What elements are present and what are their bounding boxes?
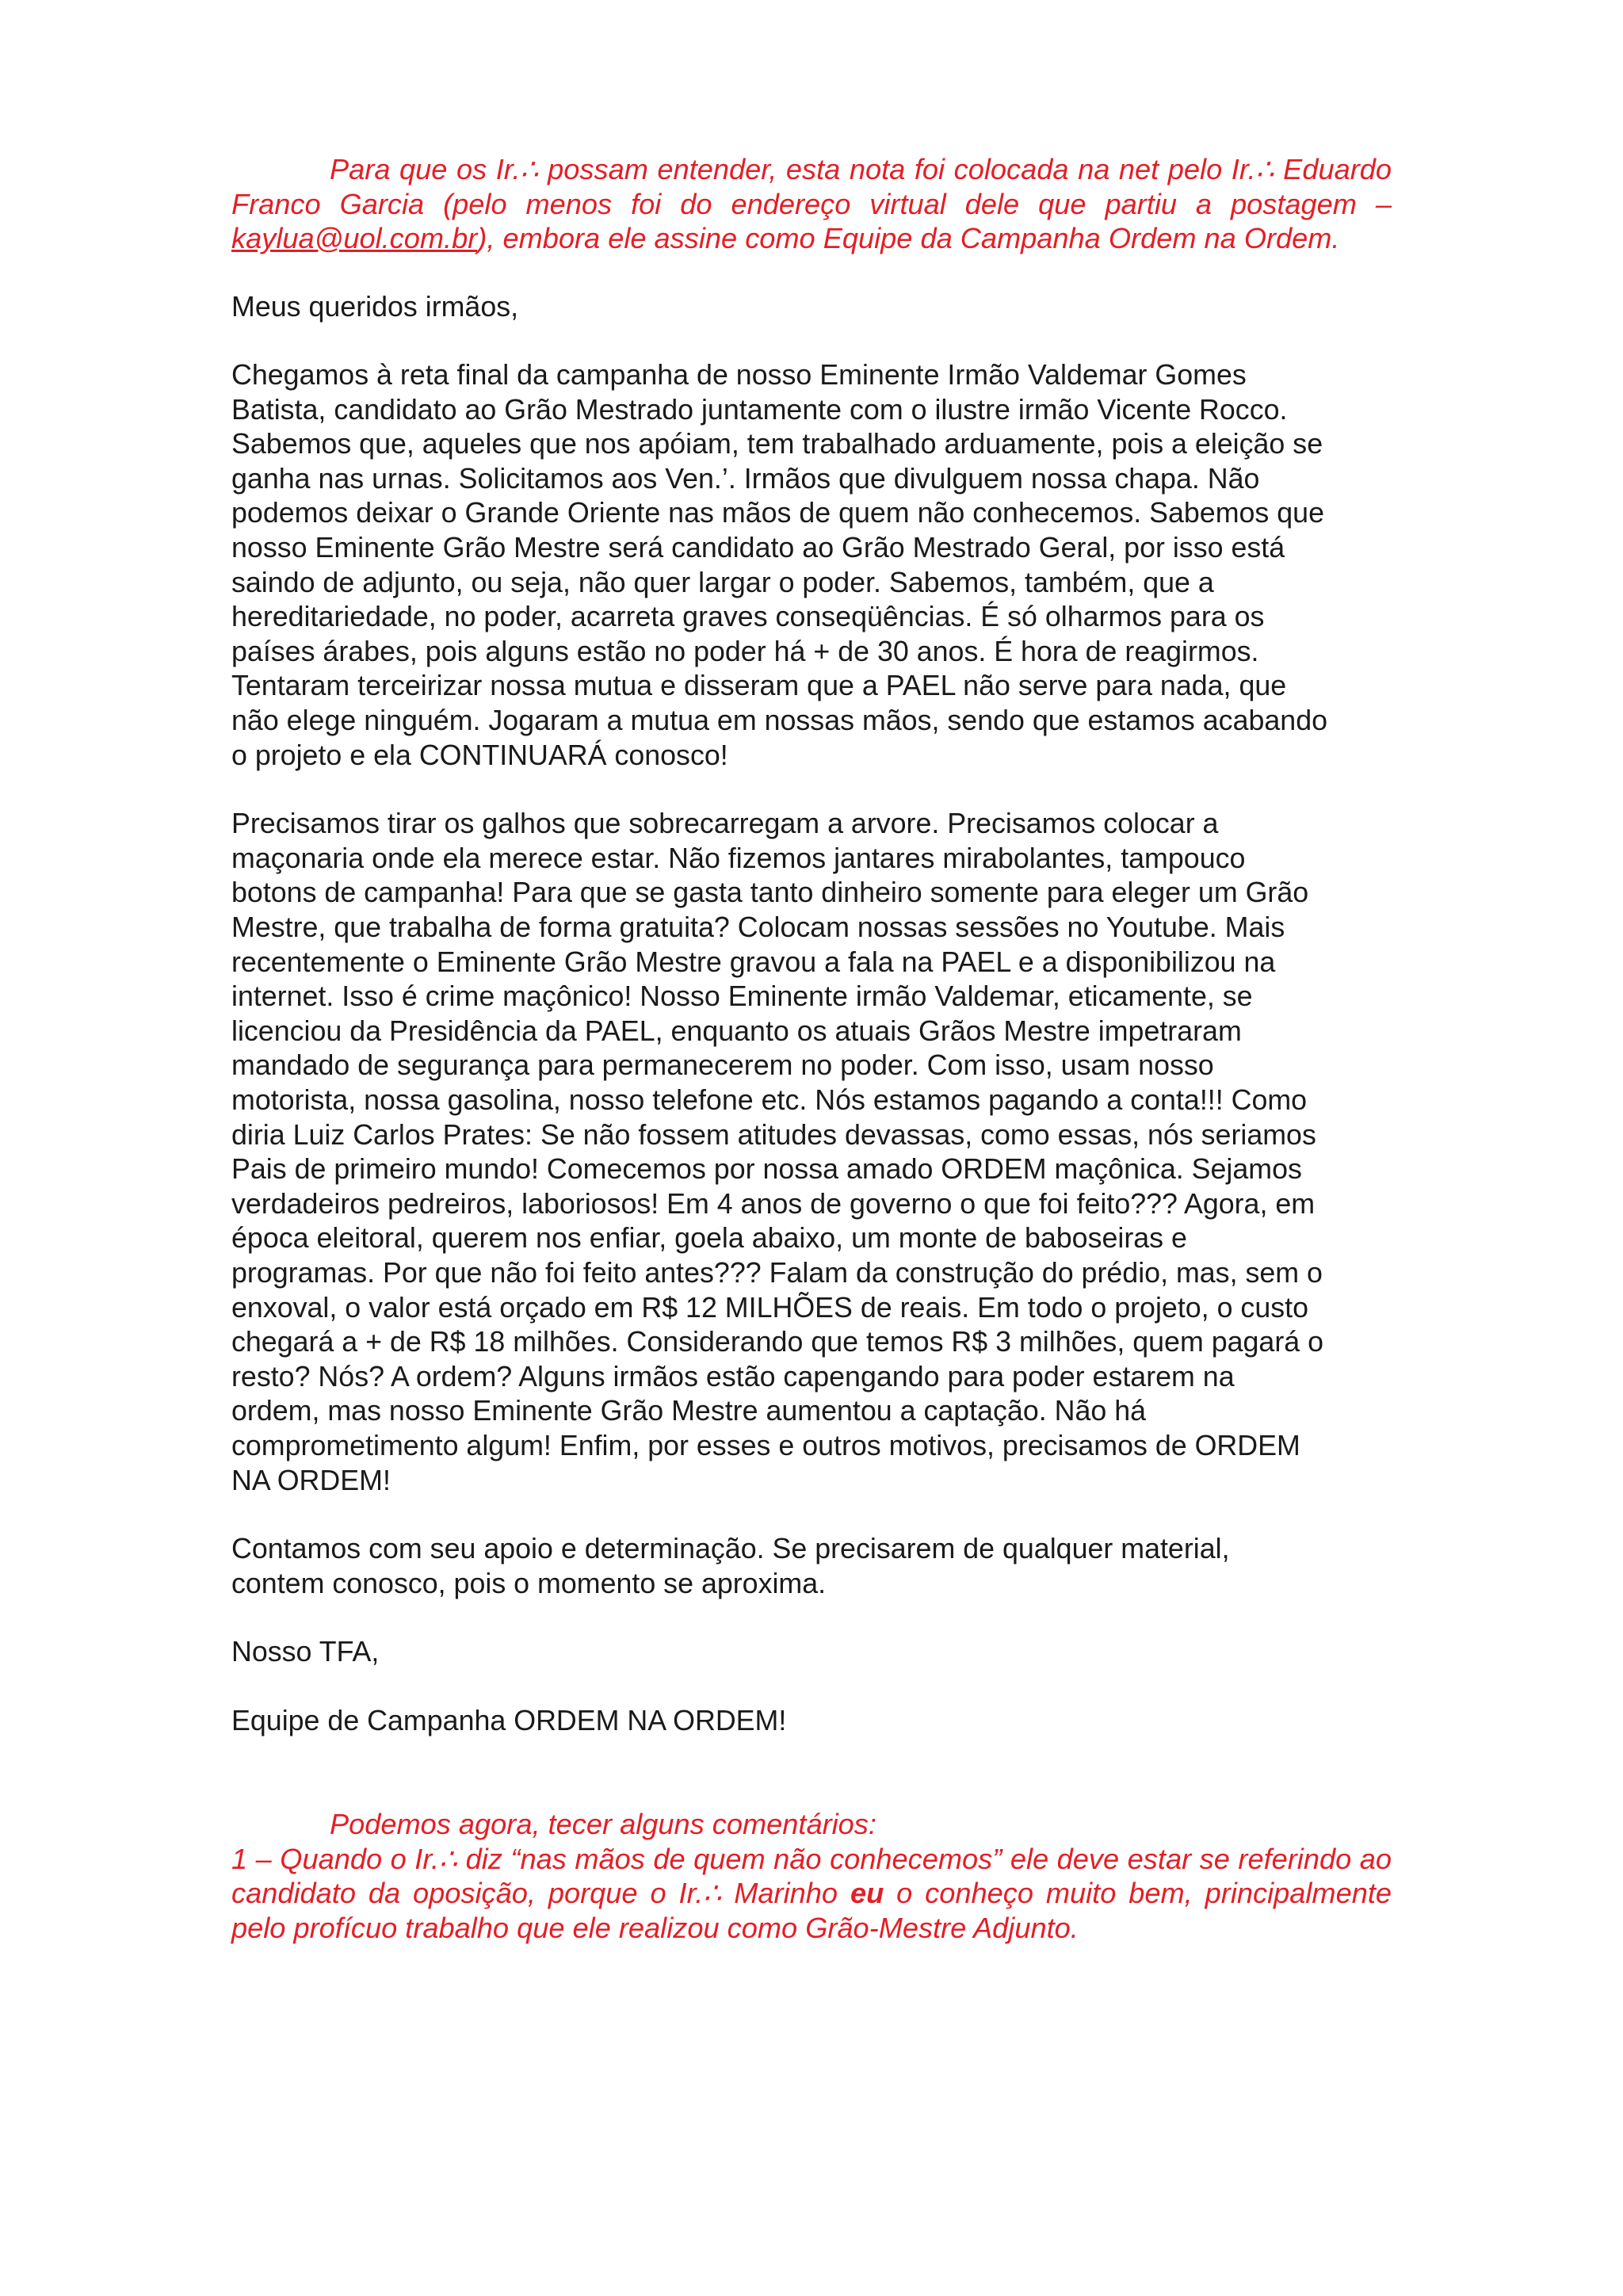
text-line: Chegamos à reta final da campanha de nosso Eminente Irmão Valdemar Gomes — [231, 359, 1247, 392]
text-line: ganha nas urnas. Solicitamos aos Ven.’. Irmãos que divulguem nossa chapa. Não — [231, 462, 1260, 495]
comments-heading — [231, 1807, 1392, 1842]
letter-paragraph-2 — [231, 807, 1392, 1498]
letter-closing: Nosso TFA, — [231, 1636, 380, 1668]
text-line: o projeto e ela CONTINUARÁ conosco! — [231, 739, 728, 771]
text-line: contem conosco, pois o momento se aproxima. — [231, 1567, 827, 1599]
text-line: motorista, nossa gasolina, nosso telefone etc. Nós estamos pagando a conta!!! Como — [231, 1083, 1308, 1116]
comment-item-1 — [231, 1842, 1392, 1946]
text-line: Precisamos tirar os galhos que sobrecarregam a arvore. Precisamos colocar a — [231, 808, 1219, 840]
text-line: internet. Isso é crime maçônico! Nosso Eminente irmão Valdemar, eticamente, se — [231, 980, 1253, 1013]
text-line: chegará a + de R$ 18 milhões. Considerando que temos R$ 3 milhões, quem pagará o — [231, 1326, 1324, 1358]
text-line: época eleitoral, querem nos enfiar, goela abaixo, um monte de baboseiras e — [231, 1222, 1187, 1255]
text-line: ordem, mas nosso Eminente Grão Mestre aumentou a captação. Não há — [231, 1395, 1147, 1427]
text-line: NA ORDEM! — [231, 1464, 391, 1496]
text-line: maçonaria onde ela merece estar. Não fizemos jantares mirabolantes, tampouco — [231, 842, 1246, 874]
text-line: Sabemos que, aqueles que nos apóiam, tem trabalhado arduamente, pois a eleição se — [231, 428, 1323, 460]
intro-note-suffix: ), embora ele assine como Equipe da Campanha Ordem na Ordem. — [477, 222, 1340, 254]
text-line: licenciou da Presidência da PAEL, enquanto os atuais Grãos Mestre impetraram — [231, 1014, 1242, 1047]
comments-heading-text: Podemos agora, tecer alguns comentários: — [330, 1808, 876, 1841]
text-line: podemos deixar o Grande Oriente nas mãos de quem não conhecemos. Sabemos que — [231, 497, 1325, 529]
email-link[interactable]: kaylua@uol.com.br — [231, 222, 478, 254]
intro-indent — [231, 153, 330, 185]
comment-item-1-prefix: 1 – Quando o Ir.∴ diz “nas mãos de quem não conhecemos” ele deve estar se referindo ao candidato da oposição, porque o Ir.∴ Marinho — [231, 1842, 1392, 1910]
letter-paragraph-1 — [231, 358, 1392, 773]
text-line: verdadeiros pedreiros, laboriosos! Em 4 anos de governo o que foi feito??? Agora, em — [231, 1187, 1316, 1220]
comment-item-1-emphasis: eu — [850, 1877, 884, 1910]
text-line: Tentaram terceirizar nossa mutua e disseram que a PAEL não serve para nada, que — [231, 670, 1287, 702]
text-line: diria Luiz Carlos Prates: Se não fossem atitudes devassas, como essas, nós seriamos — [231, 1118, 1316, 1151]
intro-note — [231, 152, 1392, 256]
text-line: comprometimento algum! Enfim, por esses e outros motivos, precisamos de ORDEM — [231, 1429, 1300, 1461]
text-line: Pais de primeiro mundo! Comecemos por nossa amado ORDEM maçônica. Sejamos — [231, 1153, 1302, 1186]
letter-paragraph-3 — [231, 1532, 1392, 1601]
text-line: Contamos com seu apoio e determinação. Se precisarem de qualquer material, — [231, 1533, 1230, 1565]
text-line: não elege ninguém. Jogaram a mutua em nossas mãos, sendo que estamos acabando — [231, 705, 1328, 737]
text-line: resto? Nós? A ordem? Alguns irmãos estão capengando para poder estarem na — [231, 1360, 1235, 1392]
intro-note-prefix: Para que os Ir.∴ possam entender, esta nota foi colocada na net pelo Ir.∴ Eduardo Franco Garcia (pelo menos foi do endereço virtual dele que partiu a postagem – — [231, 153, 1392, 220]
text-line: hereditariedade, no poder, acarreta graves conseqüências. É só olharmos para os — [231, 601, 1265, 633]
text-line: mandado de segurança para permanecerem no poder. Com isso, usam nosso — [231, 1049, 1214, 1082]
text-line: países árabes, pois alguns estão no poder há + de 30 anos. É hora de reagirmos. — [231, 635, 1259, 667]
greeting: Meus queridos irmãos, — [231, 290, 519, 323]
text-line: Batista, candidato ao Grão Mestrado juntamente com o ilustre irmão Vicente Rocco. — [231, 393, 1288, 426]
text-line: saindo de adjunto, ou seja, não quer largar o poder. Sabemos, também, que a — [231, 566, 1214, 598]
comment-item-1-suffix: o conheço muito bem, principalmente pelo profícuo trabalho que ele realizou como Grão-Mestre Adjunto. — [231, 1877, 1392, 1944]
text-line: recentemente o Eminente Grão Mestre gravou a fala na PAEL e a disponibilizou na — [231, 946, 1276, 978]
comments-indent — [231, 1808, 330, 1840]
text-line: Mestre, que trabalha de forma gratuita? Colocam nossas sessões no Youtube. Mais — [231, 911, 1285, 943]
document-page — [231, 152, 1392, 1945]
text-line: enxoval, o valor está orçado em R$ 12 MILHÕES de reais. Em todo o projeto, o custo — [231, 1291, 1308, 1324]
text-line: botons de campanha! Para que se gasta tanto dinheiro somente para eleger um Grão — [231, 877, 1309, 909]
text-line: programas. Por que não foi feito antes??? Falam da construção do prédio, mas, sem o — [231, 1256, 1323, 1289]
letter-signature: Equipe de Campanha ORDEM NA ORDEM! — [231, 1704, 787, 1736]
text-line: nosso Eminente Grão Mestre será candidato ao Grão Mestrado Geral, por isso está — [231, 532, 1285, 564]
